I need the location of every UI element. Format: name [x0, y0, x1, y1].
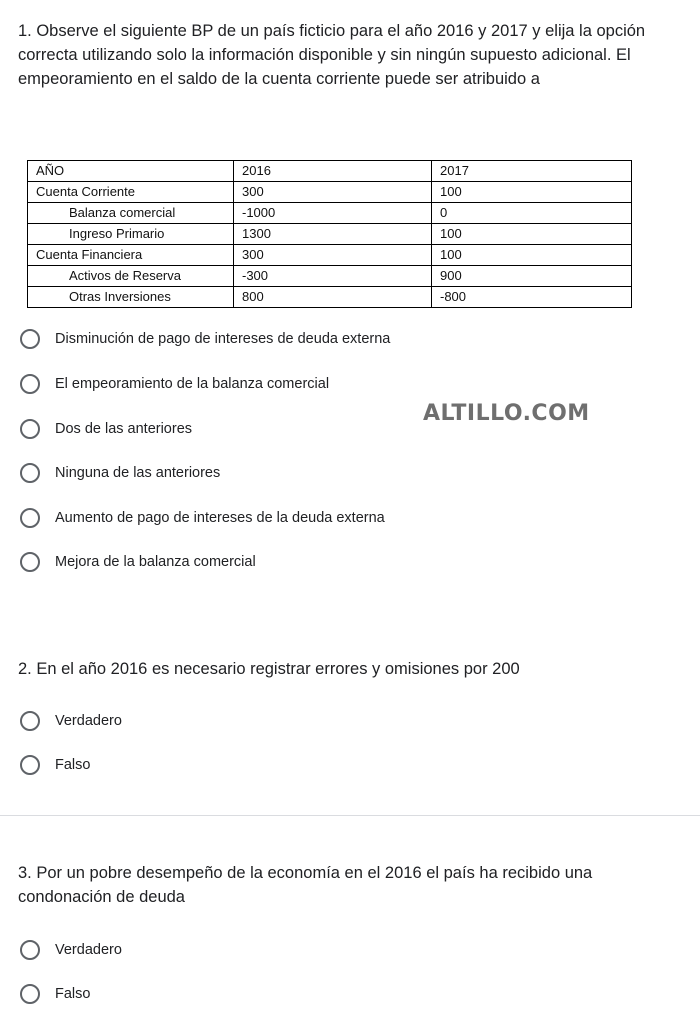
value-2017: 0	[432, 203, 632, 224]
row-label: Balanza comercial	[28, 203, 234, 224]
table-row	[28, 224, 632, 245]
option-label: Ninguna de las anteriores	[55, 465, 221, 481]
option-label: Falso	[55, 986, 91, 1002]
radio-button-icon[interactable]	[20, 374, 40, 394]
row-label: Cuenta Financiera	[28, 245, 234, 266]
balance-of-payments-table	[27, 160, 632, 308]
radio-button-icon[interactable]	[20, 552, 40, 572]
value-2017: 900	[432, 266, 632, 287]
radio-button-icon[interactable]	[20, 419, 40, 439]
watermark: ALTILLO.COM	[423, 401, 590, 426]
table-header-cell: 2017	[432, 161, 632, 182]
option-label: Disminución de pago de intereses de deuda externa	[55, 331, 391, 347]
radio-button-icon[interactable]	[20, 463, 40, 483]
value-2017: 100	[432, 182, 632, 203]
value-2016: 800	[234, 287, 432, 308]
table-header-cell: AÑO	[28, 161, 234, 182]
q3-option-1[interactable]	[20, 939, 122, 961]
option-label: Mejora de la balanza comercial	[55, 554, 256, 570]
q2-option-1[interactable]	[20, 710, 122, 732]
q1-option-1[interactable]	[20, 328, 390, 350]
table-header-cell: 2016	[234, 161, 432, 182]
table-row	[28, 203, 632, 224]
section-divider	[0, 815, 700, 816]
q1-option-6[interactable]	[20, 551, 256, 573]
option-label: Falso	[55, 757, 91, 773]
value-2016: -1000	[234, 203, 432, 224]
value-2016: 300	[234, 182, 432, 203]
radio-button-icon[interactable]	[20, 984, 40, 1004]
option-label: El empeoramiento de la balanza comercial	[55, 376, 330, 392]
table-row	[28, 182, 632, 203]
row-label: Otras Inversiones	[28, 287, 234, 308]
table-row	[28, 266, 632, 287]
value-2017: 100	[432, 245, 632, 266]
row-label: Ingreso Primario	[28, 224, 234, 245]
option-label: Dos de las anteriores	[55, 421, 193, 437]
value-2017: -800	[432, 287, 632, 308]
radio-button-icon[interactable]	[20, 711, 40, 731]
value-2017: 100	[432, 224, 632, 245]
q1-option-5[interactable]	[20, 507, 385, 529]
q1-option-2[interactable]	[20, 373, 329, 395]
q1-option-3[interactable]	[20, 418, 192, 440]
radio-button-icon[interactable]	[20, 755, 40, 775]
q3-option-2[interactable]	[20, 983, 90, 1005]
value-2016: 1300	[234, 224, 432, 245]
row-label: Activos de Reserva	[28, 266, 234, 287]
q1-option-4[interactable]	[20, 462, 220, 484]
radio-button-icon[interactable]	[20, 940, 40, 960]
q2-option-2[interactable]	[20, 754, 90, 776]
table-header-row	[28, 161, 632, 182]
radio-button-icon[interactable]	[20, 329, 40, 349]
question-1-text: 1. Observe el siguiente BP de un país ficticio para el año 2016 y 2017 y elija la opción correcta utilizando solo la información disponible y sin ningún supuesto adicional. El empeoramiento en el saldo de la cuenta corriente puede ser atribuido a	[18, 22, 646, 88]
option-label: Verdadero	[55, 942, 122, 958]
radio-button-icon[interactable]	[20, 508, 40, 528]
table-row	[28, 287, 632, 308]
question-2-text: 2. En el año 2016 es necesario registrar errores y omisiones por 200	[18, 660, 520, 678]
option-label: Aumento de pago de intereses de la deuda externa	[55, 510, 385, 526]
table-row	[28, 245, 632, 266]
value-2016: -300	[234, 266, 432, 287]
question-3-text: 3. Por un pobre desempeño de la economía en el 2016 el país ha recibido una condonación de deuda	[18, 864, 593, 906]
row-label: Cuenta Corriente	[28, 182, 234, 203]
value-2016: 300	[234, 245, 432, 266]
option-label: Verdadero	[55, 713, 122, 729]
